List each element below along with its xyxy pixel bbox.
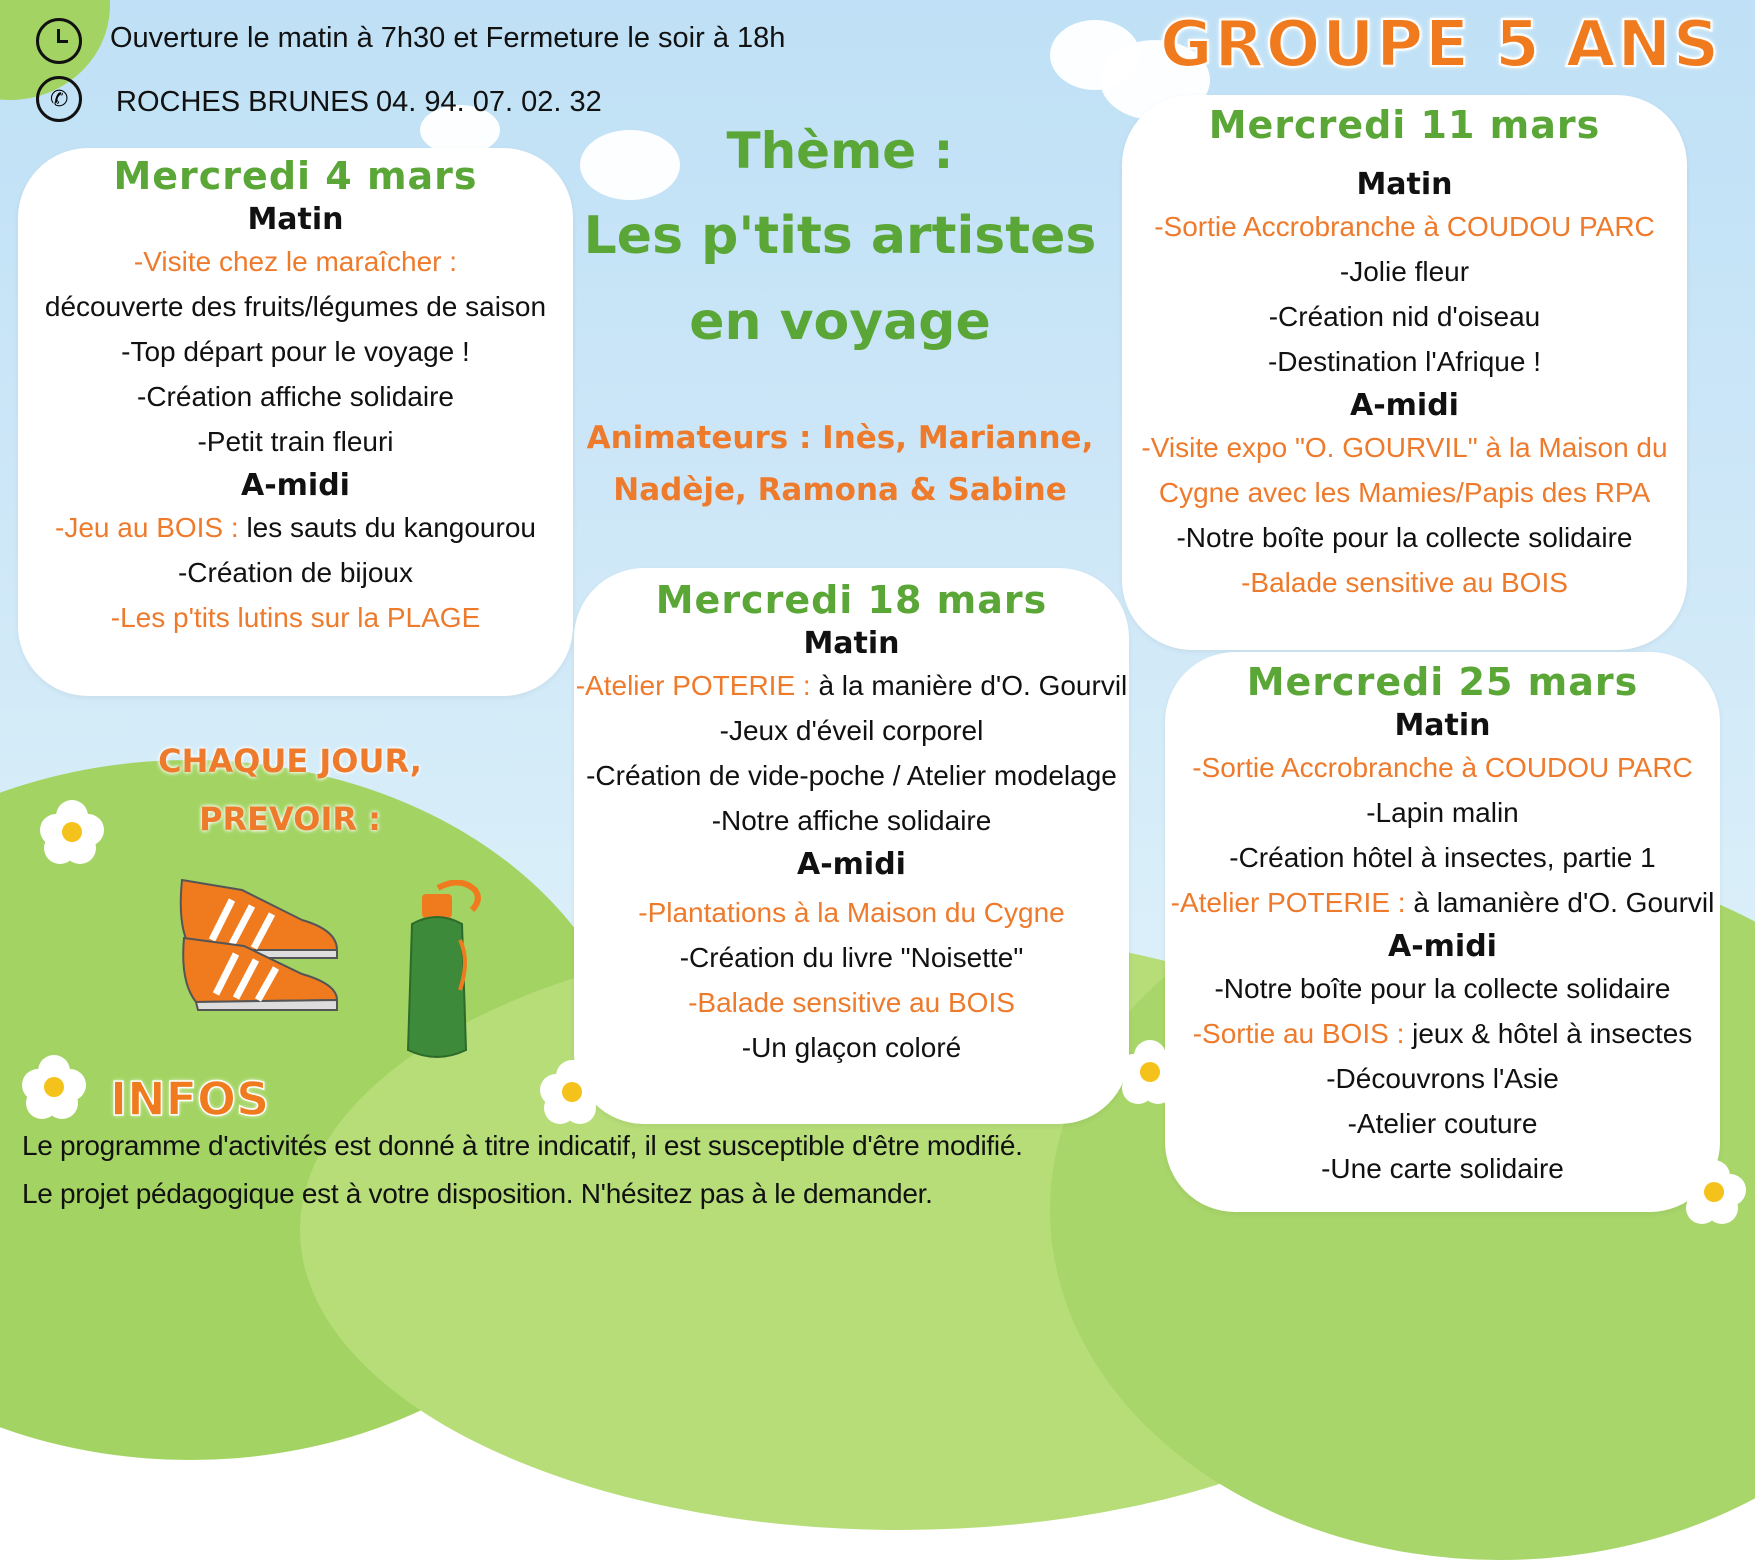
activity-highlight: Cygne avec les Mamies/Papis des RPA (1158, 477, 1651, 508)
activity-line (1165, 880, 1720, 925)
activity-text: les sauts du kangourou (246, 512, 536, 543)
activity-line (18, 329, 573, 374)
theme-title-line1: Les p'tits artistes (583, 206, 1097, 266)
amidi-heading: A-midi (1350, 388, 1459, 423)
activity-text: -Création de bijoux (177, 557, 414, 588)
activity-line (18, 505, 573, 550)
activity-line (1165, 745, 1720, 790)
sneakers-icon (172, 870, 347, 1020)
activity-line (1165, 835, 1720, 880)
day-card-11-mars (1122, 95, 1687, 650)
day-title: Mercredi 25 mars (1246, 660, 1639, 704)
phone-icon: ✆ (36, 76, 82, 122)
activity-line (18, 419, 573, 464)
matin-heading: Matin (247, 202, 344, 237)
activity-highlight: -Visite chez le maraîcher : (133, 246, 458, 277)
activity-text: -Notre boîte pour la collecte solidaire (1176, 522, 1633, 553)
animators-line1: Animateurs : Inès, Marianne, (586, 420, 1094, 456)
activity-highlight: -Les p'tits lutins sur la PLAGE (110, 602, 481, 633)
activity-text: -Top départ pour le voyage ! (121, 336, 470, 367)
activity-text: -Atelier couture (1347, 1108, 1538, 1139)
daily-reminder-line2: PREVOIR : (199, 800, 381, 838)
day-card-4-mars (18, 148, 573, 696)
activity-line (1165, 1056, 1720, 1101)
activity-highlight: -Jeu au BOIS : (55, 512, 247, 543)
infos-line1: Le programme d'activités est donné à titre indicatif, il est susceptible d'être modifié. (22, 1130, 1023, 1161)
activity-line (18, 595, 573, 640)
activity-line (1122, 339, 1687, 384)
flower-icon (22, 1055, 86, 1119)
infos-line2: Le projet pédagogique est à votre disposition. N'hésitez pas à le demander. (22, 1178, 933, 1209)
activity-line (1165, 790, 1720, 835)
water-bottle-icon (390, 880, 490, 1070)
activity-text: -Création de vide-poche / Atelier modelage (586, 760, 1117, 791)
activity-line (574, 753, 1129, 798)
activity-line (574, 980, 1129, 1025)
activity-line (1122, 204, 1687, 249)
activity-text: à lamanière d'O. Gourvil (1413, 887, 1715, 918)
activity-text: -Création nid d'oiseau (1268, 301, 1541, 332)
group-title: GROUPE 5 ANS (1160, 8, 1722, 82)
activity-text: jeux & hôtel à insectes (1412, 1018, 1693, 1049)
activity-line (1122, 249, 1687, 294)
activity-highlight: -Atelier POTERIE : (1170, 887, 1414, 918)
activity-highlight: -Sortie au BOIS : (1192, 1018, 1413, 1049)
activity-line (574, 663, 1129, 708)
flower-icon (40, 800, 104, 864)
activity-highlight: -Sortie Accrobranche à COUDOU PARC (1154, 211, 1655, 242)
clock-icon (36, 18, 82, 64)
flower-icon (1682, 1160, 1746, 1224)
matin-heading: Matin (803, 626, 900, 661)
theme-title-line2: en voyage (689, 292, 991, 352)
theme-label: Thème : (726, 122, 954, 180)
infos-title: INFOS (110, 1072, 270, 1126)
activity-text: -Notre boîte pour la collecte solidaire (1214, 973, 1671, 1004)
amidi-heading: A-midi (797, 847, 906, 882)
activity-line (1122, 560, 1687, 605)
matin-heading: Matin (1394, 708, 1491, 743)
activity-line (1165, 1011, 1720, 1056)
activity-text: -Création hôtel à insectes, partie 1 (1229, 842, 1656, 873)
matin-heading: Matin (1356, 167, 1453, 202)
activity-highlight: -Balade sensitive au BOIS (1241, 567, 1568, 598)
activity-highlight: -Atelier POTERIE : (575, 670, 819, 701)
activity-text: -Jeux d'éveil corporel (719, 715, 984, 746)
activity-line (1165, 966, 1720, 1011)
activity-text: découverte des fruits/légumes de saison (44, 291, 547, 322)
day-title: Mercredi 11 mars (1208, 103, 1601, 147)
matin-list (574, 663, 1129, 843)
matin-list (1165, 745, 1720, 925)
amidi-list (574, 890, 1129, 1070)
flower-icon (540, 1060, 604, 1124)
activity-text: à la manière d'O. Gourvil (818, 670, 1128, 701)
day-card-25-mars (1165, 652, 1720, 1212)
amidi-list (1122, 425, 1687, 605)
activity-line (18, 239, 573, 284)
matin-list (18, 239, 573, 464)
activity-line (1165, 1101, 1720, 1146)
amidi-heading: A-midi (1388, 929, 1497, 964)
phone-number: 04. 94. 07. 02. 32 (376, 86, 602, 118)
center-name: ROCHES BRUNES (116, 86, 369, 118)
activity-line (18, 550, 573, 595)
activity-highlight: -Plantations à la Maison du Cygne (638, 897, 1065, 928)
activity-line (574, 798, 1129, 843)
day-title: Mercredi 18 mars (655, 578, 1048, 622)
activity-text: -Notre affiche solidaire (711, 805, 992, 836)
activity-text: -Création du livre "Noisette" (679, 942, 1024, 973)
animators-line2: Nadèje, Ramona & Sabine (613, 472, 1067, 508)
activity-line (1122, 294, 1687, 339)
activity-text: -Destination l'Afrique ! (1267, 346, 1542, 377)
activity-text: -Petit train fleuri (197, 426, 394, 457)
activity-text: -Lapin malin (1366, 797, 1519, 828)
activity-line (574, 935, 1129, 980)
activity-text: -Un glaçon coloré (741, 1032, 962, 1063)
activity-line (574, 890, 1129, 935)
amidi-list (1165, 966, 1720, 1191)
activity-highlight: -Balade sensitive au BOIS (688, 987, 1015, 1018)
activity-line (1122, 425, 1687, 470)
day-title: Mercredi 4 mars (113, 154, 478, 198)
activity-highlight: -Visite expo "O. GOURVIL" à la Maison du (1141, 432, 1668, 463)
activity-line (1165, 1146, 1720, 1191)
amidi-list (18, 505, 573, 640)
activity-line (1122, 470, 1687, 515)
daily-reminder-line1: CHAQUE JOUR, (158, 742, 422, 780)
activity-highlight: -Sortie Accrobranche à COUDOU PARC (1192, 752, 1693, 783)
activity-text: -Découvrons l'Asie (1326, 1063, 1559, 1094)
activity-text: -Création affiche solidaire (137, 381, 454, 412)
activity-line (574, 708, 1129, 753)
amidi-heading: A-midi (241, 468, 350, 503)
activity-line (574, 1025, 1129, 1070)
flower-icon (1118, 1040, 1182, 1104)
day-card-18-mars (574, 568, 1129, 1124)
matin-list (1122, 204, 1687, 384)
activity-text: -Jolie fleur (1339, 256, 1470, 287)
activity-line (1122, 515, 1687, 560)
activity-text: -Une carte solidaire (1321, 1153, 1564, 1184)
activity-line (18, 284, 573, 329)
opening-hours: Ouverture le matin à 7h30 et Fermeture le soir à 18h (110, 22, 786, 54)
activity-line (18, 374, 573, 419)
